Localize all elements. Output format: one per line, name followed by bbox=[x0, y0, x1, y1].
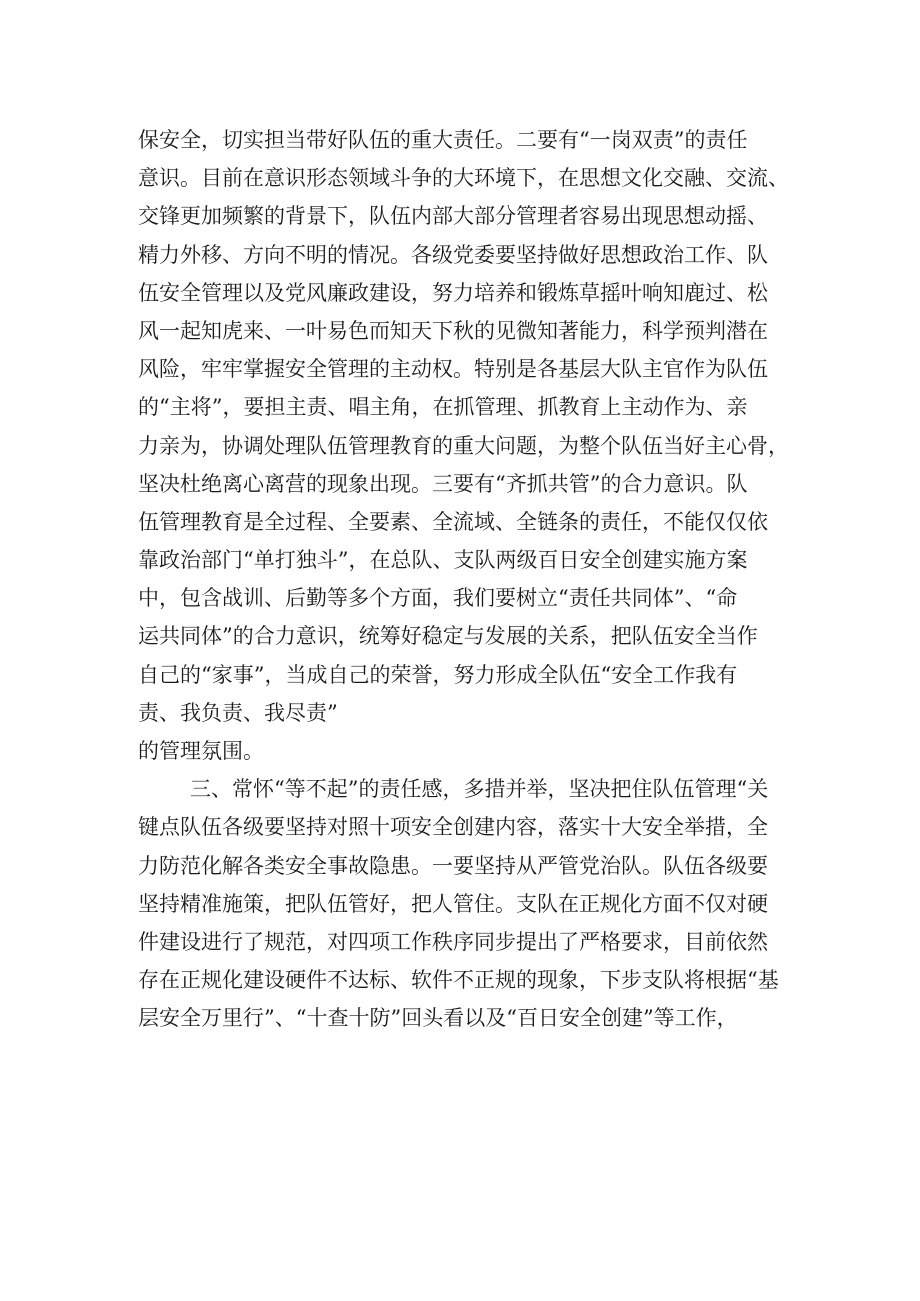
text-line: 件建设进行了规范，对四项工作秩序同步提出了严格要求，目前依然 bbox=[138, 929, 768, 954]
text-line: 保安全，切实担当带好队伍的重大责任。二要有“一岗双责”的责任 bbox=[138, 128, 748, 152]
text-line: 坚决杜绝离心离营的现象出现。三要有“齐抓共管”的合力意识。队 bbox=[138, 471, 748, 496]
text-line: 的“主将”，要担主责、唱主角，在抓管理、抓教育上主动作为、亲 bbox=[138, 395, 748, 420]
text-line: 坚持精准施策，把队伍管好，把人管住。支队在正规化方面不仅对硬 bbox=[138, 891, 768, 916]
text-line: 键点队伍各级要坚持对照十项安全创建内容，落实十大安全举措，全 bbox=[138, 815, 768, 840]
text-line: 意识。目前在意识形态领域斗争的大环境下，在思想文化交融、交流、 bbox=[138, 166, 789, 191]
text-line: 存在正规化建设硬件不达标、软件不正规的现象，下步支队将根据“基 bbox=[138, 968, 779, 993]
text-line: 靠政治部门“单打独斗”，在总队、支队两级百日安全创建实施方案 bbox=[138, 548, 748, 573]
text-line: 伍安全管理以及党风廉政建设，努力培养和锻炼草摇叶响知鹿过、松 bbox=[138, 280, 768, 305]
text-line: 责、我负责、我尽责” bbox=[138, 700, 338, 725]
text-line: 精力外移、方向不明的情况。各级党委要坚持做好思想政治工作、队 bbox=[138, 242, 768, 267]
text-line: 的管理氛围。 bbox=[138, 739, 264, 763]
text-line: 力亲为，协调处理队伍管理教育的重大问题，为整个队伍当好主心骨， bbox=[138, 433, 789, 458]
document-body bbox=[138, 121, 798, 1038]
text-line: 中，包含战训、后勤等多个方面，我们要树立“责任共同体”、“命 bbox=[138, 586, 738, 611]
text-line: 交锋更加频繁的背景下，队伍内部大部分管理者容易出现思想动摇、 bbox=[138, 204, 768, 229]
text-line: 层安全万里行”、“十查十防”回头看以及“百日安全创建”等工作， bbox=[138, 1006, 738, 1031]
text-line: 风险，牢牢掌握安全管理的主动权。特别是各基层大队主官作为队伍 bbox=[138, 357, 768, 382]
text-line: 自己的“家事”，当成自己的荣誉，努力形成全队伍“安全工作我有 bbox=[138, 662, 738, 687]
text-line: 风一起知虎来、一叶易色而知天下秋的见微知著能力，科学预判潜在 bbox=[138, 318, 768, 343]
text-line: 伍管理教育是全过程、全要素、全流域、全链条的责任，不能仅仅依 bbox=[138, 509, 768, 534]
text-line: 运共同体”的合力意识，统筹好稳定与发展的关系，把队伍安全当作 bbox=[138, 624, 758, 649]
section-heading-line: 三、常怀“等不起”的责任感，多措并举，坚决把住队伍管理“关 bbox=[190, 777, 769, 802]
text-line: 力防范化解各类安全事故隐患。一要坚持从严管党治队。队伍各级要 bbox=[138, 853, 768, 878]
